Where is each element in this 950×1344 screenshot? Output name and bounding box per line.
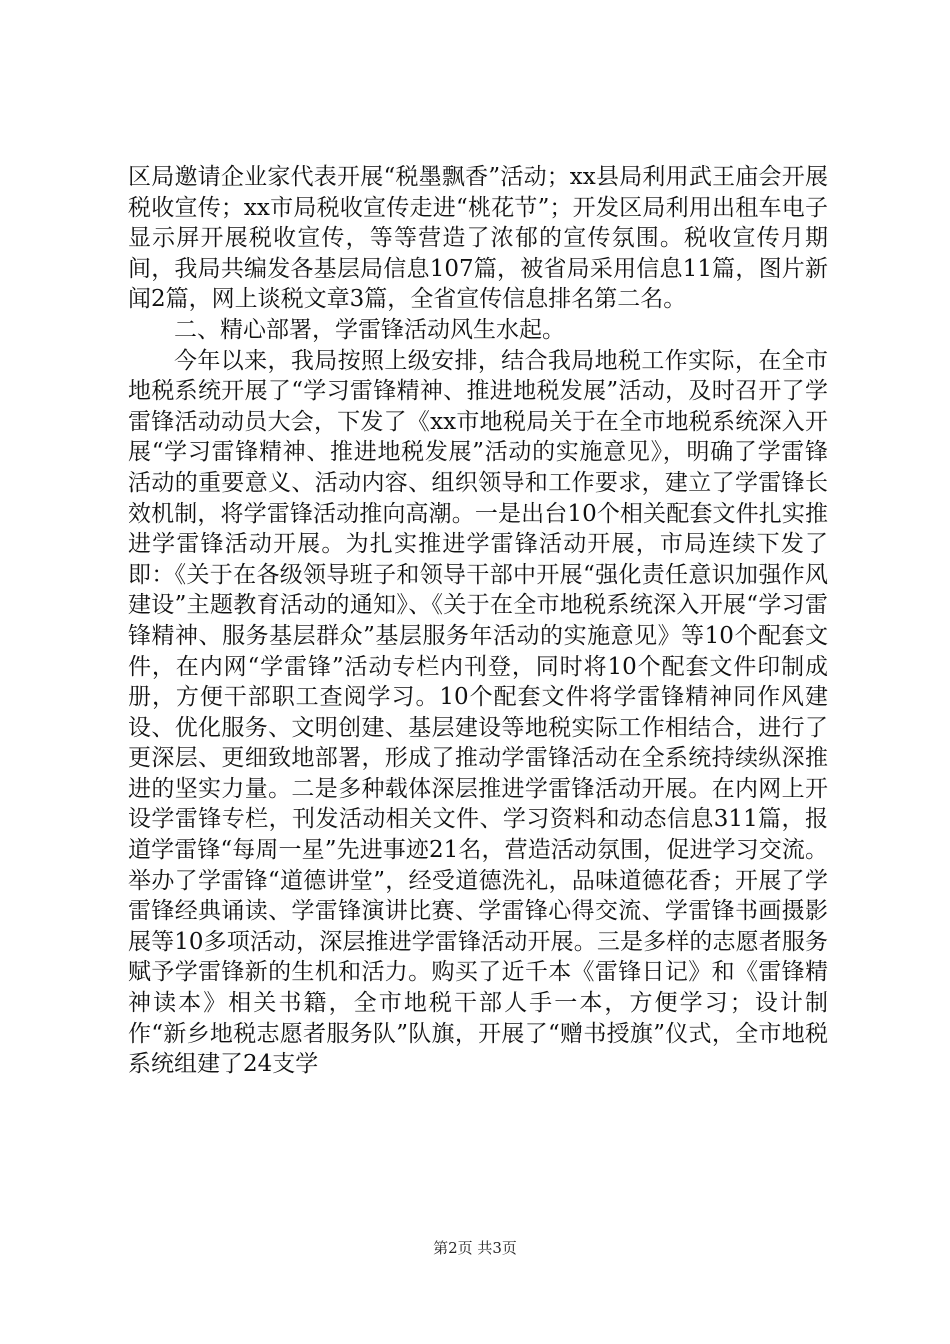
paragraph-continuation: 区局邀请企业家代表开展“税墨飘香”活动；xx县局利用武王庙会开展税收宣传；xx市局税收宣传走进“桃花节”；开发区局利用出租车电子显示屏开展税收宣传，等等营造了浓郁的宣传氛围。税收宣传月期间，我局共编发各基层局信息107篇，被省局采用信息11篇，图片新闻2篇，网上谈税文章3篇，全省宣传信息排名第二名。 <box>128 164 828 313</box>
page-footer: 第2页 共3页 <box>433 1239 517 1257</box>
paragraph-main: 今年以来，我局按照上级安排，结合我局地税工作实际，在全市地税系统开展了“学习雷锋精神、推进地税发展”活动，及时召开了学雷锋活动动员大会，下发了《xx市地税局关于在全市地税系统深入开展“学习雷锋精神、推进地税发展”活动的实施意见》，明确了学雷锋活动的重要意义、活动内容、组织领导和工作要求，建立了学雷锋长效机制，将学雷锋活动推向高潮。一是出台10个相关配套文件扎实推进学雷锋活动开展。为扎实推进学雷锋活动开展，市局连续下发了即：《关于在各级领导班子和领导干部中开展“强化责任意识加强作风建设”主题教育活动的通知》、《关于在全市地税系统深入开展“学习雷锋精神、服务基层群众”基层服务年活动的实施意见》等10个配套文件，在内网“学雷锋”活动专栏内刊登，同时将10个配套文件印制成册，方便干部职工查阅学习。10个配套文件将学雷锋精神同作风建设、优化服务、文明创建、基层建设等地税实际工作相结合，进行了更深层、更细致地部署，形成了推动学雷锋活动在全系统持续纵深推进的坚实力量。二是多种载体深层推进学雷锋活动开展。在内网上开设学雷锋专栏，刊发活动相关文件、学习资料和动态信息311篇，报道学雷锋“每周一星”先进事迹21名，营造活动氛围，促进学习交流。举办了学雷锋“道德讲堂”，经受道德洗礼，品味道德花香；开展了学雷锋经典诵读、学雷锋演讲比赛、学雷锋心得交流、学雷锋书画摄影展等10多项活动，深层推进学雷锋活动开展。三是多样的志愿者服务赋予学雷锋新的生机和活力。购买了近千本《雷锋日记》和《雷锋精神读本》相关书籍，全市地税干部人手一本，方便学习；设计制作“新乡地税志愿者服务队”队旗，开展了“赠书授旗”仪式，全市地税系统组建了24支学 <box>128 347 828 1078</box>
document-body <box>128 162 828 1080</box>
section-heading: 二、精心部署，学雷锋活动风生水起。 <box>174 316 565 343</box>
